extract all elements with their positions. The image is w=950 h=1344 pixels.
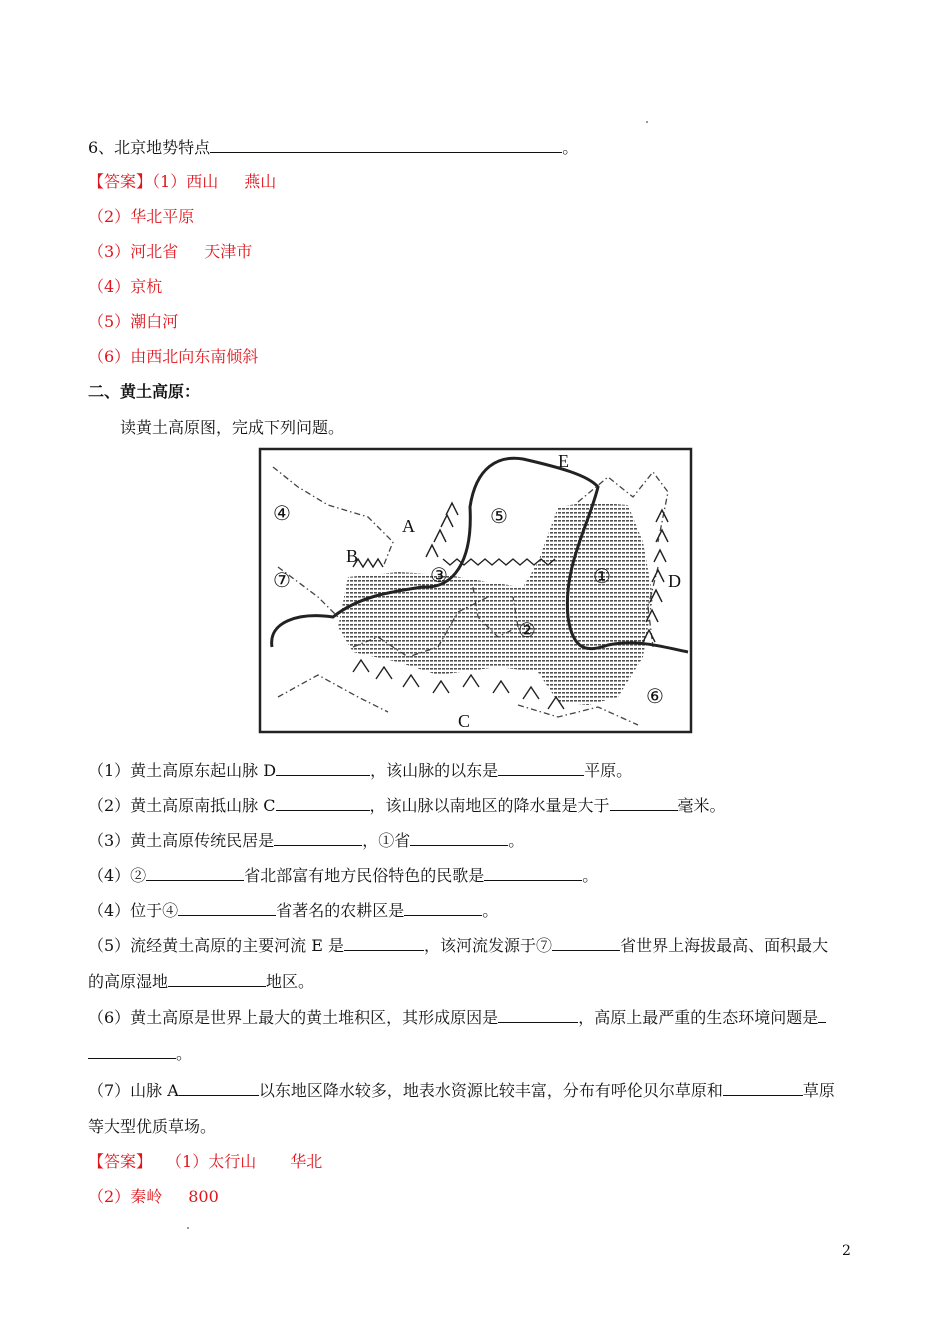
question-6-cont: 。 <box>88 1043 192 1064</box>
answer-blank[interactable] <box>274 830 362 846</box>
answer-blank[interactable] <box>818 1007 826 1023</box>
answer-blank[interactable] <box>404 900 482 916</box>
map-region-7: ⑦ <box>273 568 291 592</box>
answer-blank[interactable] <box>179 1080 259 1096</box>
map-region-2: ② <box>518 618 536 642</box>
answer-blank[interactable] <box>178 900 276 916</box>
answer-blank[interactable] <box>552 935 620 951</box>
question-4b: （4）位于④ 省著名的农耕区是 。 <box>88 901 499 920</box>
question-6: 6、北京地势特点 。 <box>88 138 579 157</box>
loess-plateau-map <box>258 447 693 734</box>
answer-blank[interactable] <box>610 795 678 811</box>
answer-line-3: （3）河北省 天津市 <box>88 242 253 261</box>
question-7-cont: 等大型优质草场。 <box>88 1117 217 1136</box>
answer-blank[interactable] <box>276 760 370 776</box>
map-label-a: A <box>402 516 415 536</box>
question-5: （5）流经黄土高原的主要河流 E 是 ，该河流发源于⑦ 省世界上海拔最高、面积最大 <box>88 936 829 955</box>
question-2: （2）黄土高原南抵山脉 C ，该山脉以南地区的降水量是大于 毫米。 <box>88 796 726 815</box>
question-5-cont: 的高原湿地 地区。 <box>88 972 315 991</box>
answer-blank[interactable] <box>484 865 582 881</box>
map-region-1: ① <box>593 564 611 588</box>
map-region-6: ⑥ <box>646 684 664 708</box>
map-label-d: D <box>668 571 681 591</box>
answer-blank[interactable] <box>723 1080 803 1096</box>
stray-mark <box>187 1227 189 1229</box>
answer-line-1: 【答案】（1）西山 燕山 <box>88 172 277 191</box>
page-number: 2 <box>842 1243 851 1259</box>
answer-line-5: （5）潮白河 <box>88 312 179 331</box>
answer-blank[interactable] <box>168 971 266 987</box>
question-3: （3）黄土高原传统民居是 ，①省 。 <box>88 831 525 850</box>
answer-line-4: （4）京杭 <box>88 277 163 296</box>
answer-line-2: （2）华北平原 <box>88 207 195 226</box>
section-heading: 二、黄土高原： <box>88 382 201 401</box>
map-region-3: ③ <box>430 563 448 587</box>
answer-blank[interactable] <box>210 137 562 153</box>
question-7: （7）山脉 A 以东地区降水较多，地表水资源比较丰富，分布有呼伦贝尔草原和 草原 <box>88 1081 835 1100</box>
answer-blank[interactable] <box>498 760 584 776</box>
answer-tag: 【答案】 <box>88 1152 153 1171</box>
section-intro: 读黄土高原图，完成下列问题。 <box>120 418 345 437</box>
question-6-text: 6、北京地势特点 <box>88 138 211 157</box>
answer-blank[interactable] <box>410 830 508 846</box>
answer-blank[interactable] <box>88 1043 176 1059</box>
answer-blank[interactable] <box>344 935 424 951</box>
question-4a: （4）② 省北部富有地方民俗特色的民歌是 。 <box>88 866 599 885</box>
answer2-line-1: 【答案】 （1）太行山 华北 <box>88 1152 323 1171</box>
map-label-b: B <box>346 546 359 566</box>
map-label-e: E <box>558 451 569 471</box>
answer-blank[interactable] <box>498 1007 578 1023</box>
answer-tag: 【答案】 <box>88 172 153 191</box>
answer-blank[interactable] <box>146 865 244 881</box>
answer-blank[interactable] <box>276 795 370 811</box>
answer-line-6: （6）由西北向东南倾斜 <box>88 347 259 366</box>
stray-mark <box>646 121 648 123</box>
map-region-4: ④ <box>273 501 291 525</box>
map-label-c: C <box>458 711 471 731</box>
answer2-line-2: （2）秦岭 800 <box>88 1187 219 1206</box>
map-region-5: ⑤ <box>490 504 508 528</box>
question-6-loess: （6）黄土高原是世界上最大的黄土堆积区，其形成原因是 ，高原上最严重的生态环境问题是 <box>88 1007 826 1028</box>
question-1: （1）黄土高原东起山脉 D ，该山脉的以东是 平原。 <box>88 761 633 780</box>
